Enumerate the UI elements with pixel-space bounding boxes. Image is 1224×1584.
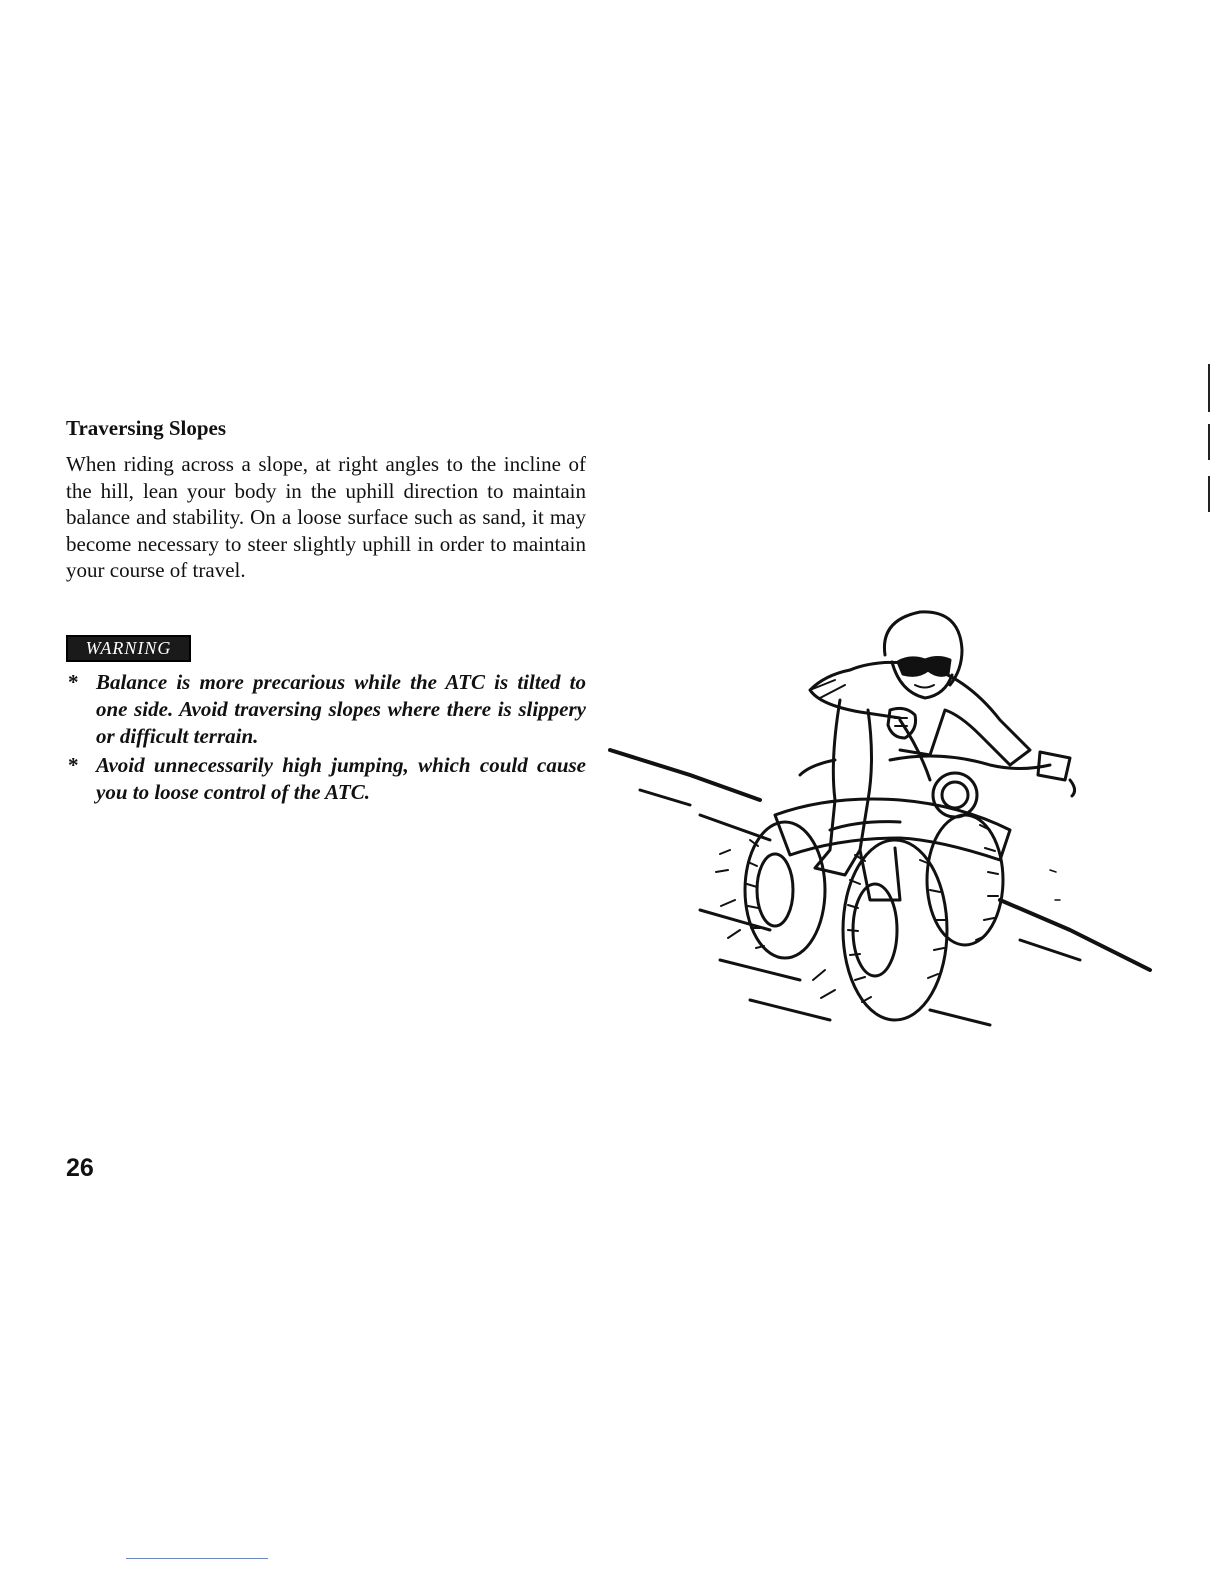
scan-edge-mark — [1208, 364, 1210, 412]
warning-item — [66, 669, 586, 750]
warning-item-text: Balance is more precarious while the ATC is tilted to one side. Avoid traversing slopes where there is slippery or difficult terrain. — [96, 670, 586, 748]
warning-item — [66, 752, 586, 806]
page-number: 26 — [66, 1154, 94, 1182]
section-heading: Traversing Slopes — [66, 416, 227, 440]
warning-list — [66, 669, 586, 808]
scan-edge-mark — [1208, 424, 1210, 460]
rider-on-atc-illustration-icon — [600, 600, 1160, 1050]
scan-edge-mark — [1208, 476, 1210, 512]
warning-badge — [66, 635, 191, 662]
warning-item-text: Avoid unnecessarily high jumping, which could cause you to loose control of the ATC. — [96, 753, 586, 804]
bullet-asterisk: * — [68, 753, 79, 777]
bottom-rule — [126, 1558, 268, 1559]
warning-label: WARNING — [85, 638, 172, 658]
bullet-asterisk: * — [68, 670, 79, 694]
section-paragraph: When riding across a slope, at right angles to the incline of the hill, lean your body in the uphill direction to maintain balance and stability. On a loose surface such as sand, it may become necessary to steer slightly uphill in order to maintain your course of travel. — [66, 452, 586, 582]
